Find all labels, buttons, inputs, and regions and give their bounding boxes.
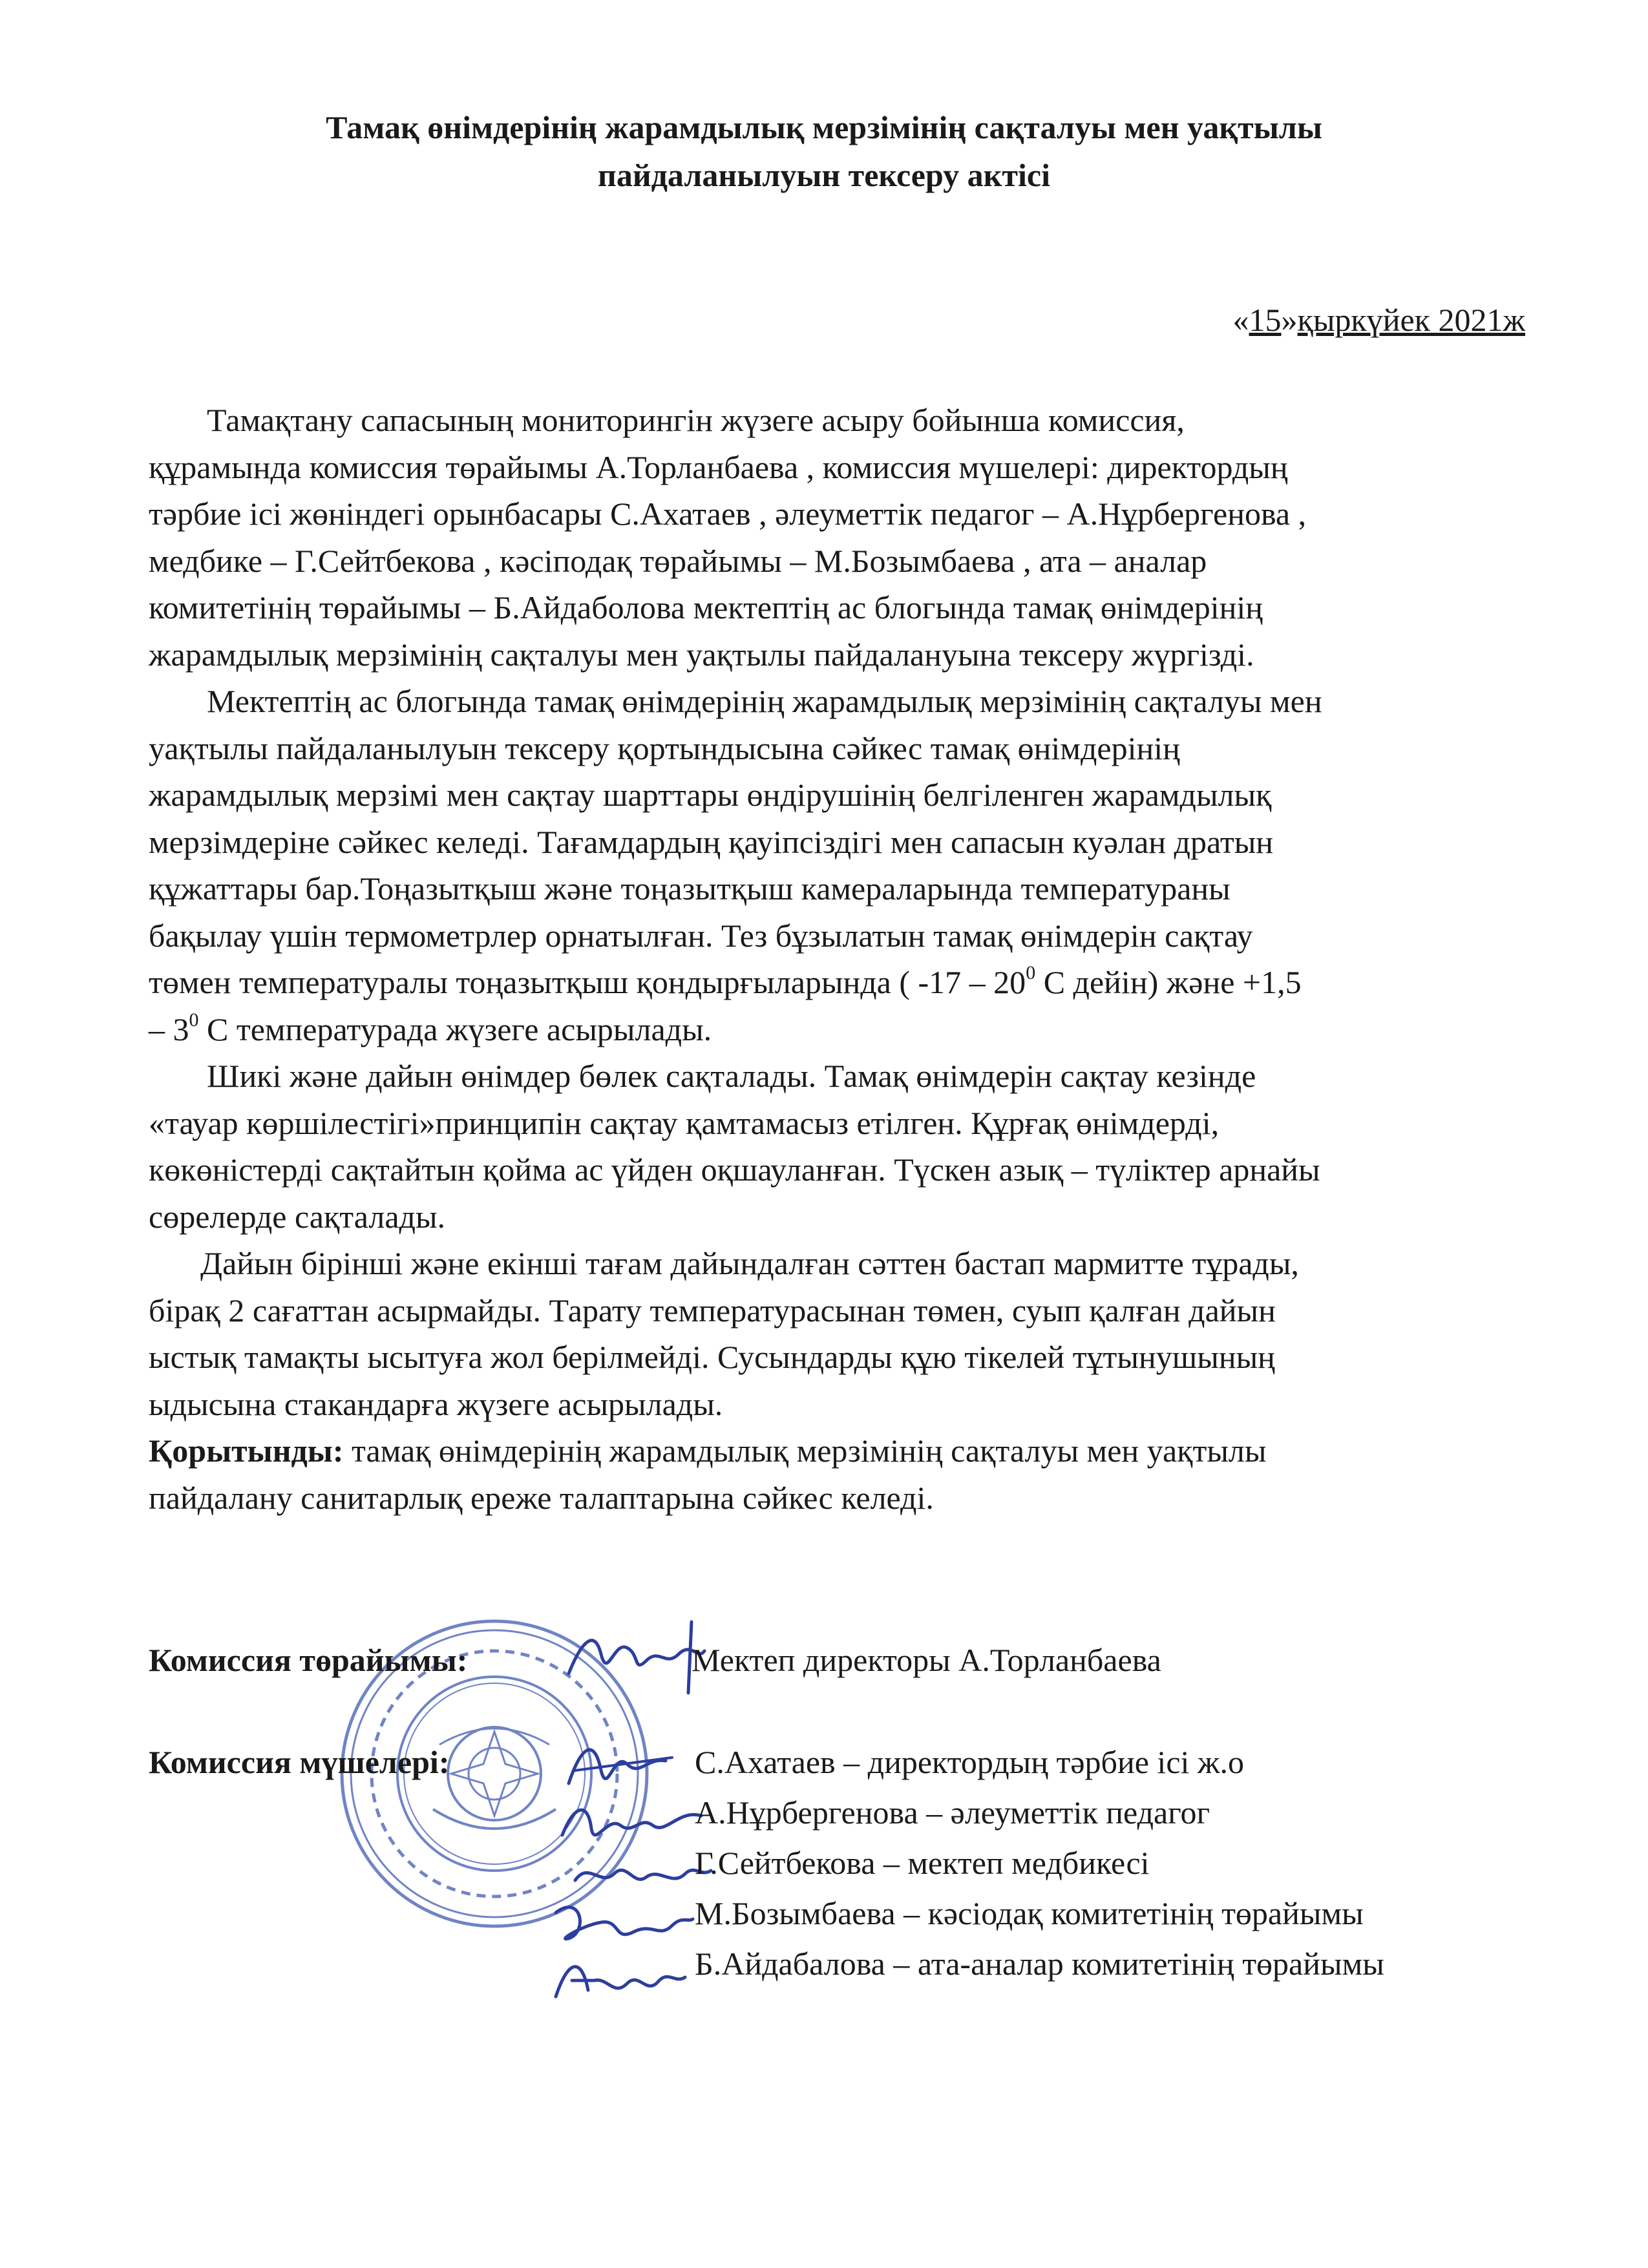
- member-signature-5: [543, 1945, 692, 2016]
- p2-temperature-line: [149, 959, 1519, 1006]
- date-quote-close: »: [1281, 302, 1298, 338]
- p2-line: уақтылы пайдаланылуын тексеру қортындысына сәйкес тамақ өнімдерінің: [149, 730, 1180, 766]
- conclusion-line: [149, 1427, 1519, 1475]
- p4-line: ыдысына стакандарға жүзеге асырылады.: [149, 1385, 723, 1422]
- p2-line: мерзімдеріне сәйкес келеді. Тағамдардың қауіпсіздігі мен сапасын куәлан дратын: [149, 823, 1274, 860]
- chair-label: Комиссия төрайымы:: [149, 1642, 468, 1678]
- p2-line: бақылау үшін термометрлер орнатылған. Тез бұзылатын тамақ өнімдерін сақтау: [149, 917, 1253, 954]
- document-title: [194, 103, 1454, 199]
- temp-text-d: С температурада жүзеге асырылады.: [198, 1011, 712, 1047]
- p1-line: медбике – Г.Сейтбекова , кәсіподақ төрайымы – М.Бозымбаева , ата – аналар: [149, 542, 1207, 579]
- temp-text-b: С дейін) және +1,5: [1035, 964, 1302, 1000]
- p1-line: жарамдылық мерзімінің сақталуы мен уақтылы пайдалануына тексеру жүргізді.: [149, 636, 1254, 673]
- p2-last-line: [149, 1006, 1519, 1053]
- member-line: Г.Сейтбекова – мектеп медбикесі: [695, 1845, 1150, 1881]
- p1-line: комитетінің төрайымы – Б.Айдаболова мектептің ас блогында тамақ өнімдерінің: [149, 589, 1263, 625]
- chair-value: Мектеп директоры А.Торланбаева: [692, 1642, 1161, 1678]
- p3-line: Шикі және дайын өнімдер бөлек сақталады. Тамақ өнімдерін сақтау кезінде: [207, 1058, 1256, 1094]
- title-line-2: пайдаланылуын тексеру актісі: [598, 157, 1050, 193]
- p4-line: Дайын бірінші және екінші тағам дайындалған сәттен бастап мармитте тұрады,: [200, 1245, 1299, 1281]
- members-label: Комиссия мүшелері:: [149, 1744, 450, 1780]
- member-line: А.Нұрбергенова – әлеуметтік педагог: [695, 1794, 1210, 1831]
- conclusion-text: тамақ өнімдерінің жарамдылық мерзімінің сақталуы мен уақтылы: [343, 1433, 1267, 1469]
- document-body: [149, 397, 1519, 1521]
- degree-sup: 0: [1026, 962, 1036, 983]
- p2-line: Мектептің ас блогында тамақ өнімдерінің жарамдылық мерзімінің сақталуы мен: [207, 683, 1322, 719]
- temp-text-c: – 3: [149, 1011, 189, 1047]
- title-line-1: Тамақ өнімдерінің жарамдылық мерзімінің сақталуы мен уақтылы: [326, 109, 1322, 145]
- p1-line: Тамақтану сапасының мониторингін жүзеге асыру бойынша комиссия,: [207, 402, 1185, 438]
- conclusion-line-2: пайдалану санитарлық ереже талаптарына сәйкес келеді.: [149, 1479, 934, 1516]
- member-line: М.Бозымбаева – кәсіодақ комитетінің төрайымы: [695, 1895, 1364, 1931]
- degree-sup: 0: [189, 1009, 199, 1031]
- date-quote-open: «: [1232, 302, 1249, 338]
- member-line: Б.Айдабалова – ата-аналар комитетінің төрайымы: [695, 1946, 1384, 1982]
- member-line: С.Ахатаев – директордың тәрбие ісі ж.о: [695, 1744, 1244, 1780]
- p3-line: көкөністерді сақтайтын қойма ас үйден оқшауланған. Түскен азық – түліктер арнайы: [149, 1151, 1320, 1188]
- conclusion-label: Қорытынды:: [149, 1433, 344, 1469]
- p3-line: «тауар көршілестігі»принципін сақтау қамтамасыз етілген. Құрғақ өнімдерді,: [149, 1104, 1220, 1141]
- p4-line: ыстық тамақты ысытуға жол берілмейді. Сусындарды құю тікелей тұтынушының: [149, 1339, 1275, 1375]
- date-day: 15: [1249, 302, 1282, 338]
- document-date: [1233, 301, 1525, 339]
- temp-text-a: төмен температуралы тоңазытқыш қондырғыларында ( -17 – 20: [149, 964, 1026, 1000]
- p2-line: жарамдылық мерзімі мен сақтау шарттары өндірушінің белгіленген жарамдылық: [149, 777, 1272, 813]
- p1-line: құрамында комиссия төрайымы А.Торланбаева , комиссия мүшелері: директордың: [149, 448, 1288, 485]
- p2-line: құжаттары бар.Тоңазытқыш және тоңазытқыш камераларында температураны: [149, 870, 1231, 907]
- p3-line: сөрелерде сақталады.: [149, 1198, 446, 1235]
- p1-line: тәрбие ісі жөніндегі орынбасары С.Ахатаев , әлеуметтік педагог – А.Нұрбергенова ,: [149, 496, 1307, 532]
- date-month-year: қыркүйек 2021ж: [1297, 302, 1525, 338]
- p4-line: бірақ 2 сағаттан асырмайды. Тарату температурасынан төмен, суып қалған дайын: [149, 1292, 1276, 1328]
